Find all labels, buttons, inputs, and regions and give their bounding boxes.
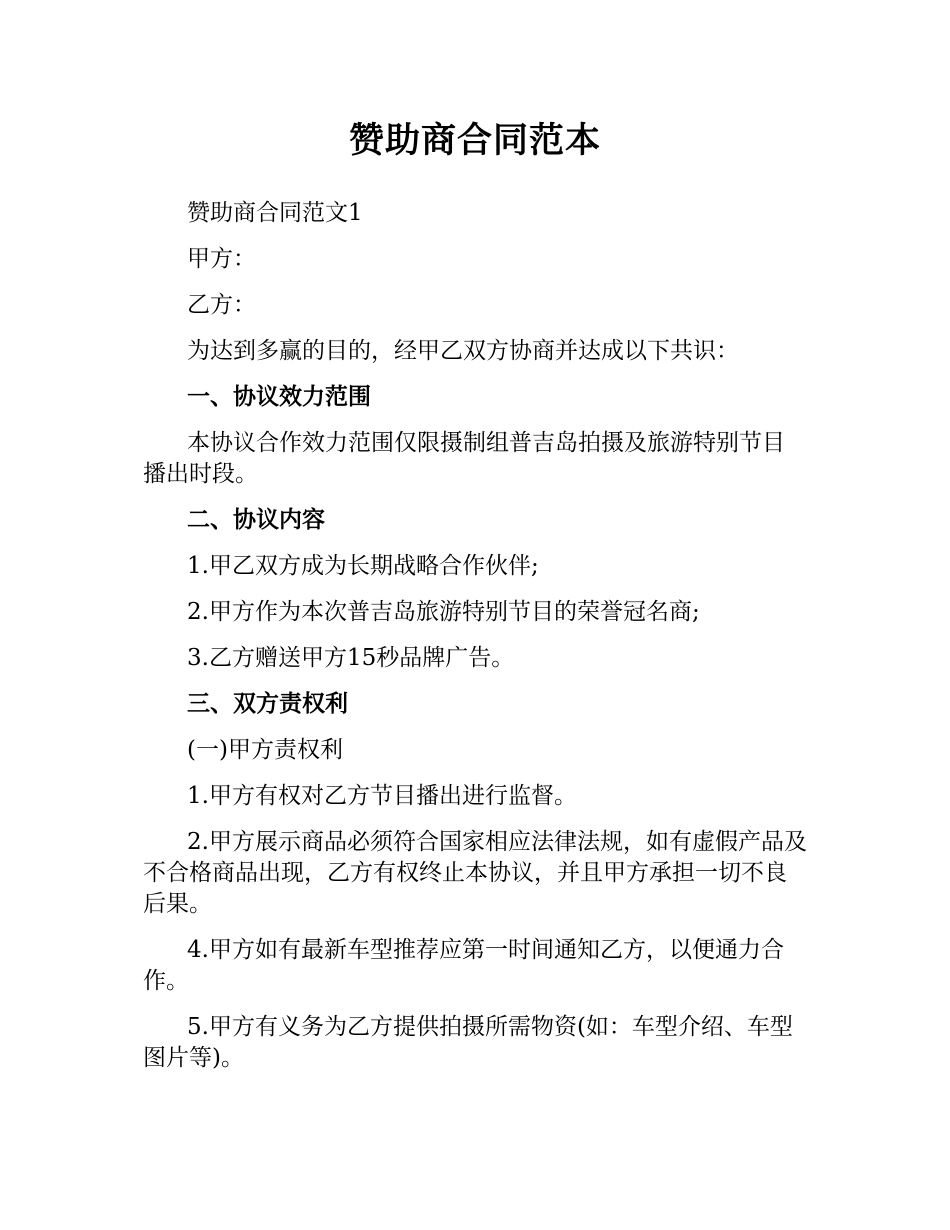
paragraph-party-b: 乙方：: [187, 292, 256, 318]
list-item-rights-4: 4.甲方如有最新车型推荐应第一时间通知乙方，以便通力合作。: [143, 937, 784, 994]
paragraph-sample-label: 赞助商合同范文1: [187, 200, 363, 226]
list-item-content-2: 2.甲方作为本次普吉岛旅游特别节目的荣誉冠名商;: [187, 599, 700, 625]
list-item-rights-5: 5.甲方有义务为乙方提供拍摄所需物资(如：车型介绍、车型图片等)。: [143, 1014, 793, 1071]
section-heading-scope: 一、协议效力范围: [187, 384, 371, 410]
list-item-rights-1: 1.甲方有权对乙方节目播出进行监督。: [187, 783, 577, 809]
document-title: 赞助商合同范本: [348, 121, 601, 161]
document-body: [143, 198, 807, 1089]
paragraph-party-a: 甲方：: [187, 246, 256, 272]
list-item-content-1: 1.甲乙双方成为长期战略合作伙伴;: [187, 553, 539, 579]
section-heading-rights: 三、双方责权利: [187, 691, 348, 717]
paragraph-preamble: 为达到多赢的目的，经甲乙双方协商并达成以下共识：: [187, 338, 739, 364]
paragraph-scope: 本协议合作效力范围仅限摄制组普吉岛拍摄及旅游特别节目播出时段。: [143, 430, 785, 487]
section-heading-content: 二、协议内容: [187, 507, 325, 533]
list-item-content-3: 3.乙方赠送甲方15秒品牌广告。: [187, 645, 515, 671]
subheading-party-a-rights: (一)甲方责权利: [187, 737, 343, 763]
list-item-rights-2: 2.甲方展示商品必须符合国家相应法律法规，如有虚假产品及不合格商品出现，乙方有权终止本协议，并且甲方承担一切不良后果。: [143, 829, 807, 917]
